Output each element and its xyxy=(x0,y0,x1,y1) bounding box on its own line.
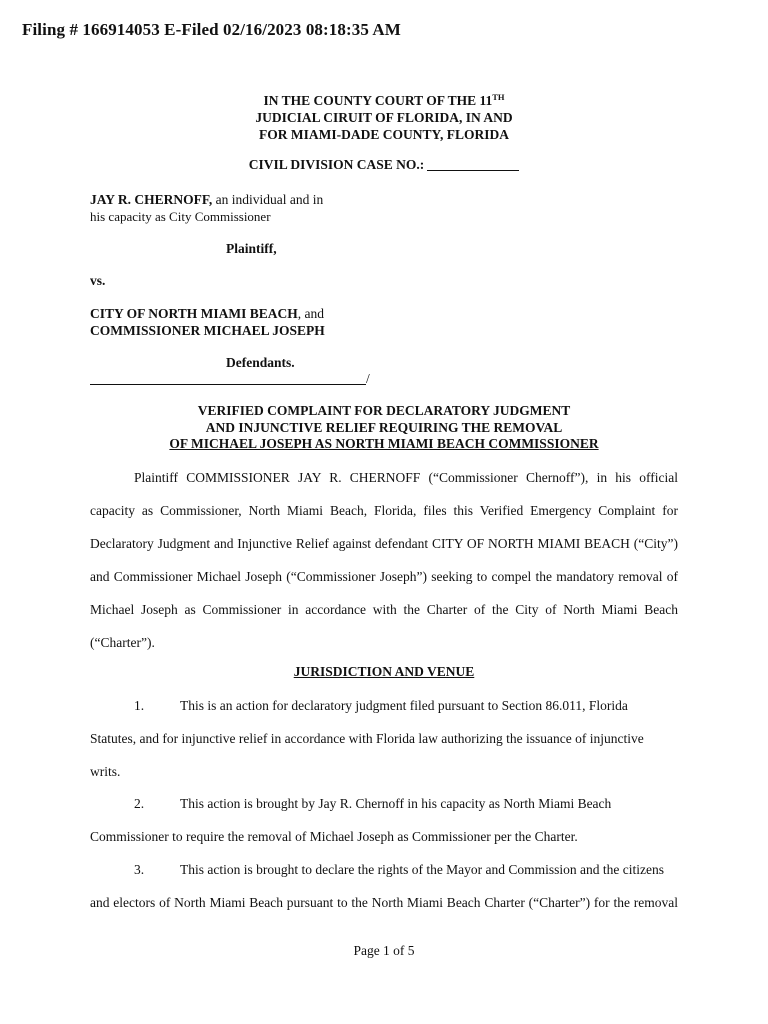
paragraph-line: This action is brought by Jay R. Chernoff in his capacity as North Miami Beach xyxy=(180,796,612,811)
caption-line-1: IN THE COUNTY COURT OF THE 11TH xyxy=(263,92,505,108)
title-line-3: OF MICHAEL JOSEPH AS NORTH MIAMI BEACH COMMISSIONER xyxy=(169,436,599,451)
plaintiff-desc-2: his capacity as City Commissioner xyxy=(90,209,271,224)
defendant-1-name: CITY OF NORTH MIAMI BEACH xyxy=(90,306,298,321)
paragraph-line: Commissioner to require the removal of Michael Joseph as Commissioner per the Charter. xyxy=(90,829,578,844)
paragraph-line: writs. xyxy=(90,764,121,779)
case-number xyxy=(0,157,768,173)
paragraph-number: 2. xyxy=(134,796,145,811)
caption-line-2: JUDICIAL CIRUIT OF FLORIDA, IN AND xyxy=(255,110,513,125)
paragraph-number: 1. xyxy=(134,698,145,713)
intro-line: and Commissioner Michael Joseph (“Commissioner Joseph”) seeking to compel the mandatory removal of xyxy=(90,569,678,584)
paragraph-number: 3. xyxy=(134,862,145,877)
caption-divider xyxy=(90,371,370,387)
intro-line: capacity as Commissioner, North Miami Beach, Florida, files this Verified Emergency Complaint for xyxy=(90,503,678,518)
case-number-label: CIVIL DIVISION CASE NO.: xyxy=(248,157,425,172)
defendant-2-name: COMMISSIONER MICHAEL JOSEPH xyxy=(90,323,325,338)
filing-header: Filing # 166914053 E-Filed 02/16/2023 08:18:35 AM xyxy=(22,20,401,39)
plaintiff-name: JAY R. CHERNOFF, xyxy=(90,192,213,207)
divider-slash: / xyxy=(366,371,370,386)
section-heading: JURISDICTION AND VENUE xyxy=(293,664,475,679)
caption-line-3: FOR MIAMI-DADE COUNTY, FLORIDA xyxy=(258,127,509,142)
defendants-block: CITY OF NORTH MIAMI BEACH, and COMMISSIONER MICHAEL JOSEPH xyxy=(90,306,325,338)
paragraph-line: This is an action for declaratory judgment filed pursuant to Section 86.011, Florida xyxy=(180,698,628,713)
court-caption xyxy=(0,92,768,143)
title-line-1: VERIFIED COMPLAINT FOR DECLARATORY JUDGMENT xyxy=(197,403,571,418)
complaint-title xyxy=(0,403,768,453)
plaintiff-desc-1: an individual and in xyxy=(212,192,324,207)
intro-line: Declaratory Judgment and Injunctive Relief against defendant CITY OF NORTH MIAMI BEACH (“City”) xyxy=(90,536,678,551)
page-footer: Page 1 of 5 xyxy=(353,943,415,958)
plaintiff-role: Plaintiff, xyxy=(226,241,277,256)
intro-line: Michael Joseph as Commissioner in accordance with the Charter of the City of North Miami Beach xyxy=(90,602,678,617)
case-number-blank xyxy=(427,157,519,171)
versus-label: vs. xyxy=(90,273,106,288)
intro-line: (“Charter”). xyxy=(90,635,155,650)
defendants-role: Defendants. xyxy=(226,355,295,370)
paragraph-line: Statutes, and for injunctive relief in accordance with Florida law authorizing the issuance of injunctive xyxy=(90,731,644,746)
paragraph-1 xyxy=(90,689,678,788)
plaintiff-block xyxy=(90,191,323,225)
divider-line xyxy=(90,372,366,385)
paragraph-line: and electors of North Miami Beach pursuant to the North Miami Beach Charter (“Charter”) for the removal xyxy=(90,895,678,910)
intro-line: Plaintiff COMMISSIONER JAY R. CHERNOFF (“Commissioner Chernoff”), in his official xyxy=(134,470,678,485)
paragraph-2 xyxy=(90,787,678,853)
paragraph-3 xyxy=(90,853,678,919)
title-line-2: AND INJUNCTIVE RELIEF REQUIRING THE REMOVAL xyxy=(205,419,563,435)
paragraph-line: This action is brought to declare the rights of the Mayor and Commission and the citizens xyxy=(180,862,665,877)
intro-paragraph xyxy=(90,461,678,659)
caption-superscript: TH xyxy=(492,92,505,102)
